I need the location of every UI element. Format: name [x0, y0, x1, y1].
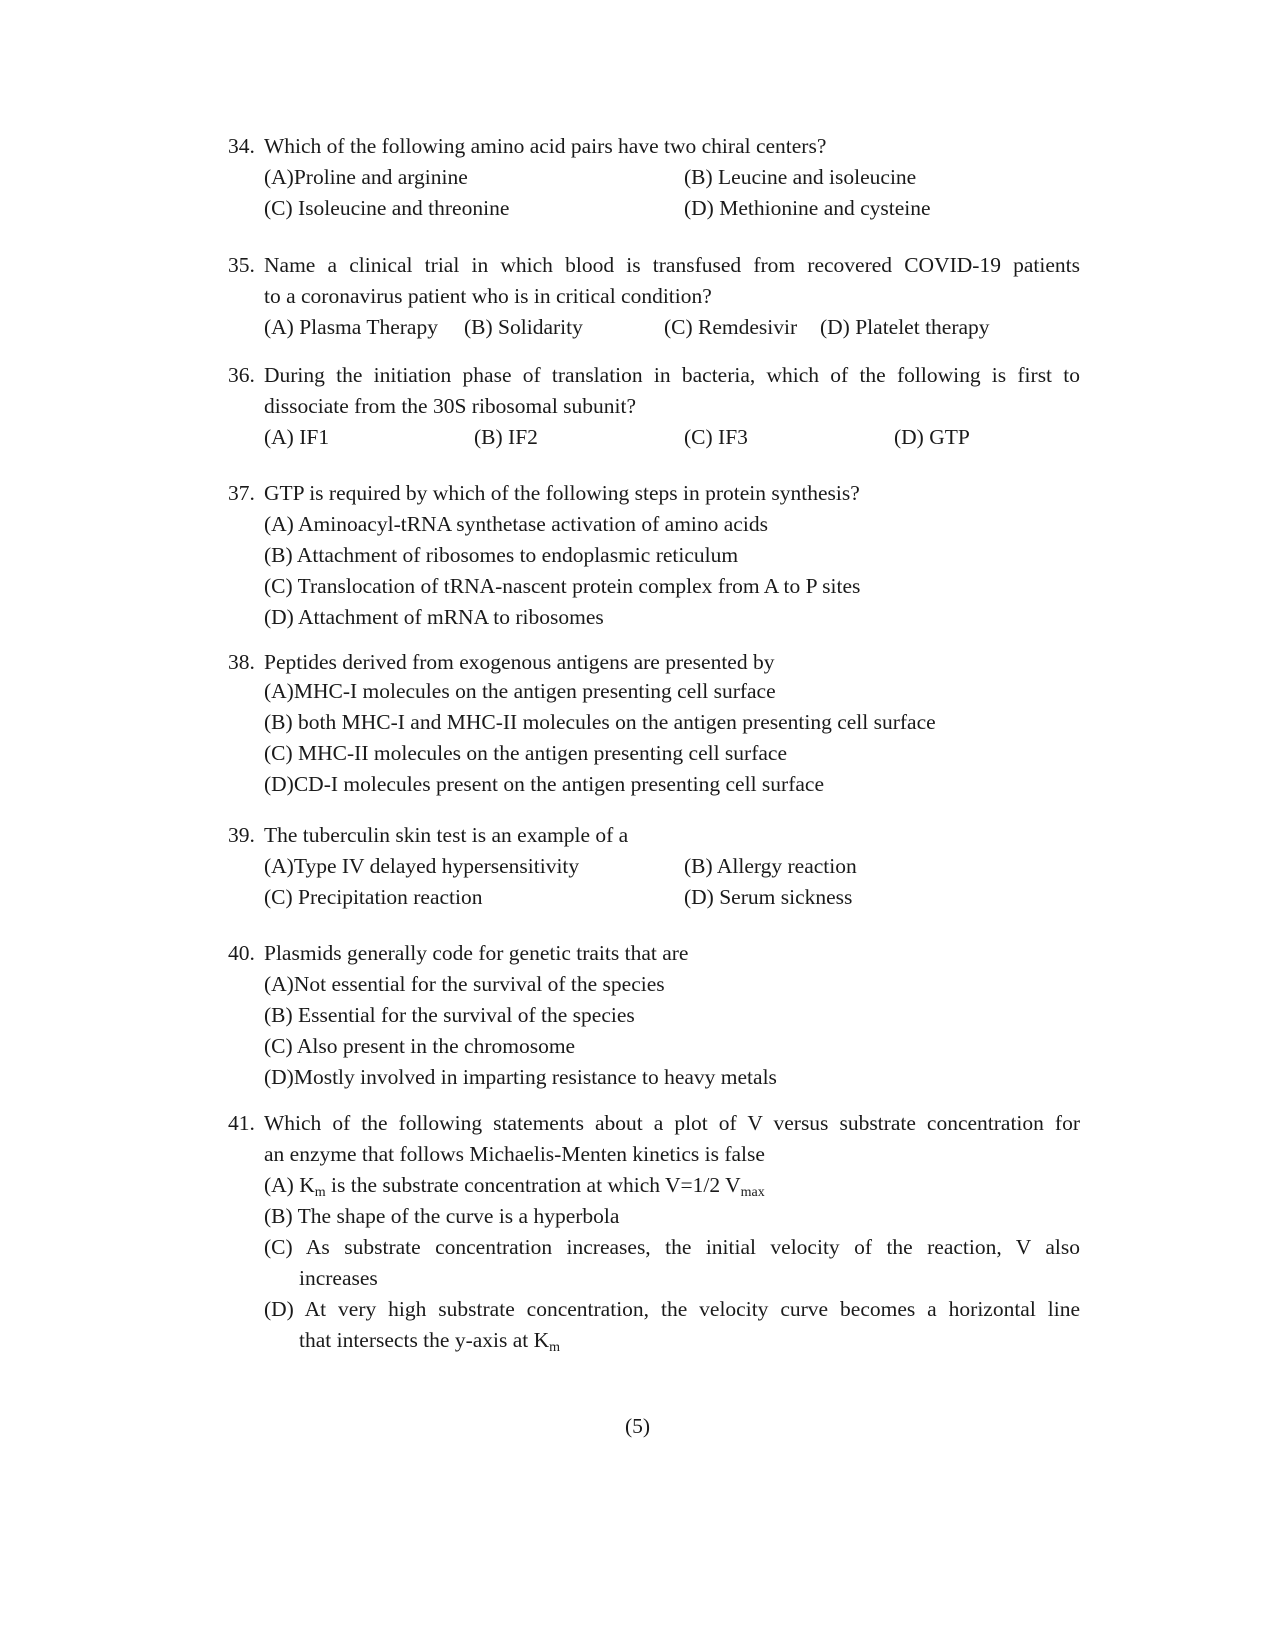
question-34 [228, 131, 1080, 224]
option-a: (A) Plasma Therapy [264, 315, 438, 339]
question-35 [228, 250, 1080, 343]
question-number: 35. [228, 253, 255, 277]
option-c: (C) Translocation of tRNA-nascent protein complex from A to P sites [264, 574, 861, 598]
option-d: (D)Mostly involved in imparting resistance to heavy metals [264, 1065, 777, 1089]
page-number: (5) [624, 1414, 651, 1438]
option-d: (D)CD-I molecules present on the antigen presenting cell surface [264, 772, 824, 796]
options [264, 676, 1080, 800]
option-d: (D) Serum sickness [684, 885, 853, 909]
question-38 [228, 648, 1080, 800]
option-a-prefix: (A) K [264, 1173, 315, 1197]
option-d-line-1: (D) At very high substrate concentration, the velocity curve becomes a horizontal line [264, 1297, 1080, 1321]
option-b: (B) Solidarity [464, 315, 583, 339]
options [264, 162, 1080, 224]
option-c: (C) MHC-II molecules on the antigen presenting cell surface [264, 741, 787, 765]
options [264, 509, 1080, 633]
option-b: (B) Essential for the survival of the species [264, 1003, 635, 1027]
question-number: 38. [228, 650, 255, 674]
option-a: (A)Type IV delayed hypersensitivity [264, 854, 580, 878]
question-36 [228, 360, 1080, 453]
option-c-line-1: (C) As substrate concentration increases, the initial velocity of the reaction, V also [264, 1235, 1080, 1259]
option-c-line-2: increases [299, 1266, 378, 1290]
option-b: (B) The shape of the curve is a hyperbola [264, 1204, 620, 1228]
options [264, 969, 1080, 1093]
question-number: 36. [228, 363, 255, 387]
question-text: Peptides derived from exogenous antigens are presented by [264, 650, 775, 674]
option-a: (A)Not essential for the survival of the species [264, 972, 665, 996]
question-text-line-1: During the initiation phase of translation in bacteria, which of the following is first to [264, 363, 1080, 387]
option-a: (A) IF1 [264, 425, 330, 449]
option-b: (B) Allergy reaction [684, 854, 857, 878]
question-text: GTP is required by which of the following steps in protein synthesis? [264, 481, 860, 505]
question-text-line-1: Which of the following statements about a plot of V versus substrate concentration for [264, 1111, 1080, 1135]
vmax-subscript: max [740, 1185, 765, 1200]
km-subscript: m [549, 1340, 561, 1355]
question-text-line-2: an enzyme that follows Michaelis-Menten kinetics is false [264, 1142, 765, 1166]
option-d: (D) Methionine and cysteine [684, 196, 931, 220]
question-number: 39. [228, 823, 255, 847]
question-39 [228, 820, 1080, 913]
options [264, 312, 1080, 343]
option-b: (B) Leucine and isoleucine [684, 165, 917, 189]
option-c: (C) Isoleucine and threonine [264, 196, 510, 220]
options [264, 1170, 1080, 1356]
question-text-line-2: to a coronavirus patient who is in critical condition? [264, 284, 712, 308]
option-d-line-2 [264, 1325, 1080, 1356]
option-d-text: that intersects the y-axis at K [299, 1328, 550, 1352]
options [264, 422, 1080, 453]
option-a-text: is the substrate concentration at which V=1/2 V [325, 1173, 741, 1197]
option-a: (A) Aminoacyl-tRNA synthetase activation of amino acids [264, 512, 768, 536]
option-c: (C) Precipitation reaction [264, 885, 483, 909]
question-number: 40. [228, 941, 255, 965]
question-number: 34. [228, 134, 255, 158]
question-text: Plasmids generally code for genetic traits that are [264, 941, 689, 965]
question-text-line-1: Name a clinical trial in which blood is transfused from recovered COVID-19 patients [264, 253, 1080, 277]
option-b: (B) Attachment of ribosomes to endoplasmic reticulum [264, 543, 739, 567]
question-text: The tuberculin skin test is an example of a [264, 823, 629, 847]
option-a [264, 1170, 1080, 1201]
option-b: (B) IF2 [474, 425, 538, 449]
option-d: (D) Attachment of mRNA to ribosomes [264, 605, 604, 629]
question-number: 41. [228, 1111, 255, 1135]
option-c: (C) Also present in the chromosome [264, 1034, 576, 1058]
option-a: (A)MHC-I molecules on the antigen presenting cell surface [264, 679, 776, 703]
question-number: 37. [228, 481, 255, 505]
option-d: (D) Platelet therapy [820, 315, 990, 339]
question-41 [228, 1108, 1080, 1356]
options [264, 851, 1080, 913]
question-text: Which of the following amino acid pairs have two chiral centers? [264, 134, 827, 158]
option-c: (C) Remdesivir [664, 315, 798, 339]
question-40 [228, 938, 1080, 1093]
option-a: (A)Proline and arginine [264, 165, 468, 189]
km-subscript: m [314, 1185, 326, 1200]
option-d: (D) GTP [894, 425, 970, 449]
option-c: (C) IF3 [684, 425, 748, 449]
question-37 [228, 478, 1080, 633]
option-b: (B) both MHC-I and MHC-II molecules on the antigen presenting cell surface [264, 710, 936, 734]
question-text-line-2: dissociate from the 30S ribosomal subunit? [264, 394, 637, 418]
